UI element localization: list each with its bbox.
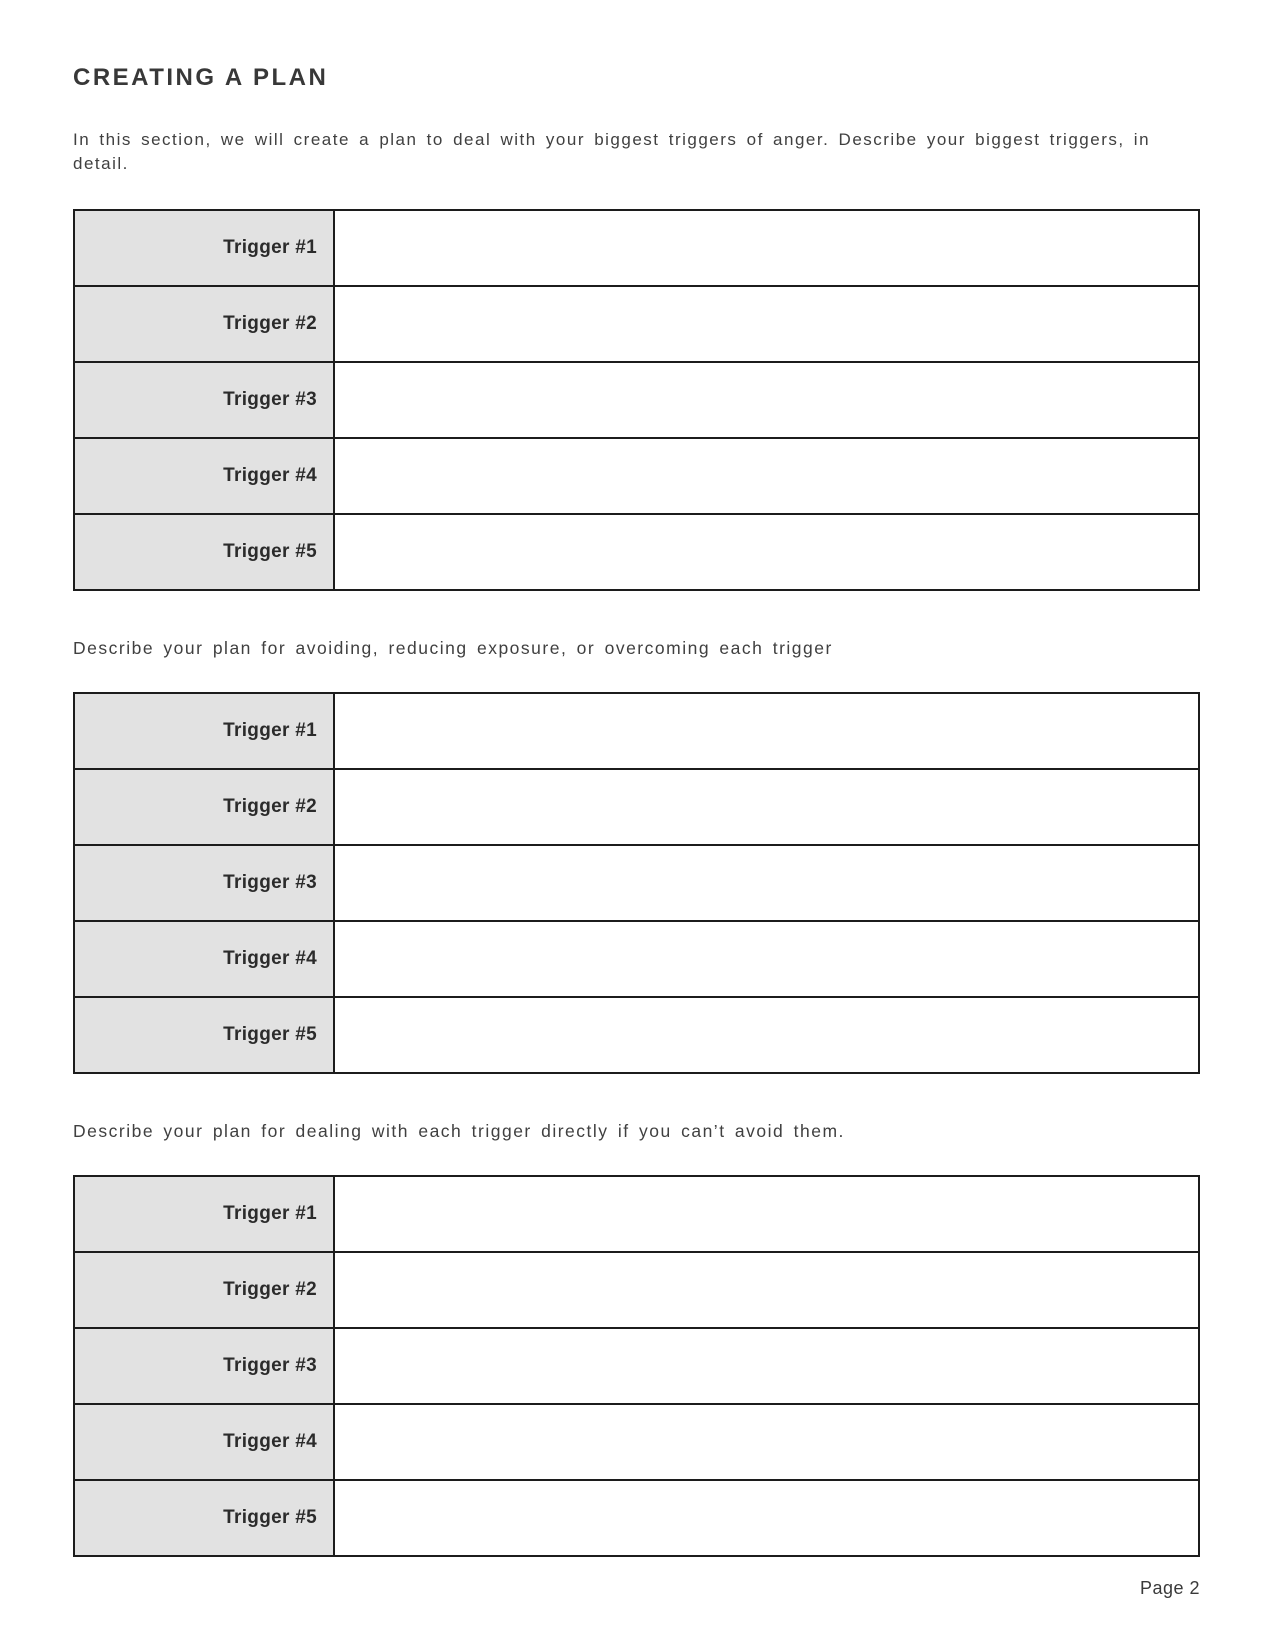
table-row xyxy=(74,286,1199,362)
row-label: Trigger #1 xyxy=(74,1176,334,1252)
row-label: Trigger #1 xyxy=(74,210,334,286)
section-heading-dealing: Describe your plan for dealing with each trigger directly if you can’t avoid them. xyxy=(73,1121,845,1141)
table-row xyxy=(74,1404,1199,1480)
intro-text: In this section, we will create a plan to deal with your biggest triggers of anger. Describe your biggest triggers, in detail. xyxy=(73,130,1151,173)
table-row xyxy=(74,1252,1199,1328)
answer-cell[interactable] xyxy=(334,1480,1199,1556)
row-label: Trigger #4 xyxy=(74,438,334,514)
table-row xyxy=(74,845,1199,921)
row-label: Trigger #5 xyxy=(74,514,334,590)
dealing-plan-table xyxy=(73,1175,1200,1557)
table-row xyxy=(74,210,1199,286)
answer-cell[interactable] xyxy=(334,769,1199,845)
row-label: Trigger #3 xyxy=(74,362,334,438)
page-title: CREATING A PLAN xyxy=(73,64,329,91)
table-row xyxy=(74,438,1199,514)
answer-cell[interactable] xyxy=(334,210,1199,286)
table-row xyxy=(74,997,1199,1073)
row-label: Trigger #2 xyxy=(74,769,334,845)
section-heading-avoiding: Describe your plan for avoiding, reducing exposure, or overcoming each trigger xyxy=(73,638,833,658)
answer-cell[interactable] xyxy=(334,438,1199,514)
answer-cell[interactable] xyxy=(334,362,1199,438)
answer-cell[interactable] xyxy=(334,997,1199,1073)
answer-cell[interactable] xyxy=(334,693,1199,769)
biggest-triggers-table xyxy=(73,209,1200,591)
answer-cell[interactable] xyxy=(334,1328,1199,1404)
table-row xyxy=(74,1176,1199,1252)
table-row xyxy=(74,362,1199,438)
answer-cell[interactable] xyxy=(334,845,1199,921)
avoiding-plan-table xyxy=(73,692,1200,1074)
answer-cell[interactable] xyxy=(334,1176,1199,1252)
row-label: Trigger #4 xyxy=(74,1404,334,1480)
answer-cell[interactable] xyxy=(334,1252,1199,1328)
row-label: Trigger #5 xyxy=(74,1480,334,1556)
page-number: Page 2 xyxy=(1139,1578,1200,1598)
answer-cell[interactable] xyxy=(334,921,1199,997)
table-row xyxy=(74,1480,1199,1556)
answer-cell[interactable] xyxy=(334,1404,1199,1480)
row-label: Trigger #2 xyxy=(74,1252,334,1328)
row-label: Trigger #2 xyxy=(74,286,334,362)
answer-cell[interactable] xyxy=(334,514,1199,590)
table-row xyxy=(74,514,1199,590)
row-label: Trigger #3 xyxy=(74,845,334,921)
table-row xyxy=(74,693,1199,769)
row-label: Trigger #4 xyxy=(74,921,334,997)
table-row xyxy=(74,769,1199,845)
row-label: Trigger #5 xyxy=(74,997,334,1073)
row-label: Trigger #3 xyxy=(74,1328,334,1404)
row-label: Trigger #1 xyxy=(74,693,334,769)
table-row xyxy=(74,1328,1199,1404)
table-row xyxy=(74,921,1199,997)
answer-cell[interactable] xyxy=(334,286,1199,362)
